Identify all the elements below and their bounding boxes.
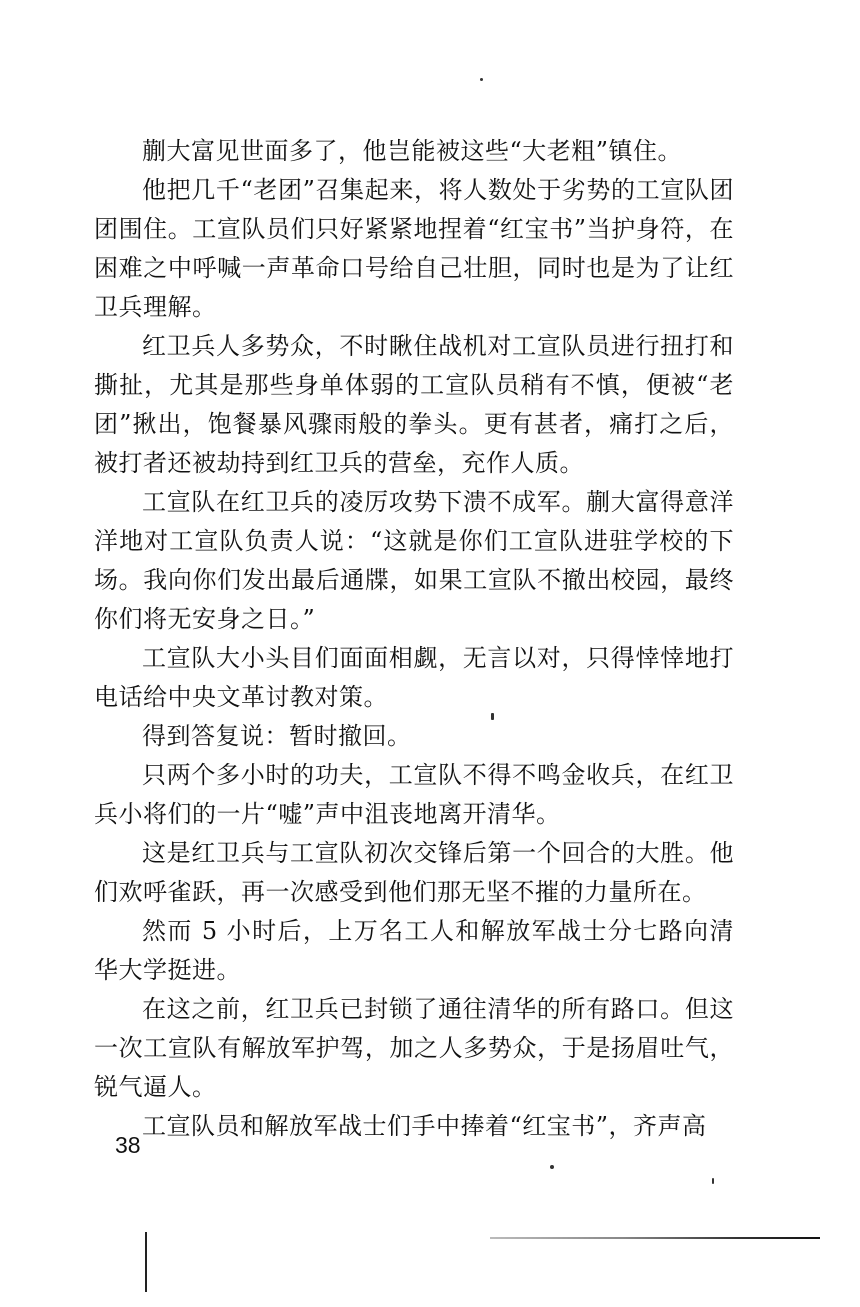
- paragraph: 工宣队大小头目们面面相觑，无言以对，只得悻悻地打电话给中央文革讨教对策。: [94, 644, 734, 711]
- paragraph: 工宣队在红卫兵的凌厉攻势下溃不成军。蒯大富得意洋洋地对工宣队负责人说：“这就是你们工宣队进驻学校的下场。我向你们发出最后通牒，如果工宣队不撤出校园，最终你们将无安身之日。”: [94, 488, 734, 633]
- paragraph: 这是红卫兵与工宣队初次交锋后第一个回合的大胜。他们欢呼雀跃，再一次感受到他们那无坚不摧的力量所在。: [94, 839, 734, 906]
- paragraph: 红卫兵人多势众，不时瞅住战机对工宣队员进行扭打和撕扯，尤其是那些身单体弱的工宣队员稍有不慎，便被“老团”揪出，饱餐暴风骤雨般的拳头。更有甚者，痛打之后，被打者还被劫持到红卫兵的营垒，充作人质。: [94, 332, 734, 477]
- scan-speck: [550, 1165, 554, 1169]
- body-text: [94, 132, 734, 1146]
- paragraph: 在这之前，红卫兵已封锁了通往清华的所有路口。但这一次工宣队有解放军护驾，加之人多势众，于是扬眉吐气，锐气逼人。: [94, 995, 734, 1101]
- scan-edge-line: [145, 1232, 147, 1292]
- paragraph: 只两个多小时的功夫，工宣队不得不鸣金收兵，在红卫兵小将们的一片“嘘”声中沮丧地离开清华。: [94, 761, 734, 828]
- scan-speck: [491, 713, 494, 720]
- paragraph: 他把几千“老团”召集起来，将人数处于劣势的工宣队团团围住。工宣队员们只好紧紧地捏着“红宝书”当护身符，在困难之中呼喊一声革命口号给自己壮胆，同时也是为了让红卫兵理解。: [94, 176, 734, 321]
- scan-speck: [480, 78, 483, 81]
- paragraph: 工宣队员和解放军战士们手中捧着“红宝书”，齐声高: [142, 1112, 707, 1140]
- page-number: 38: [115, 1132, 141, 1158]
- scan-speck: [712, 1178, 714, 1184]
- paragraph: 蒯大富见世面多了，他岂能被这些“大老粗”镇住。: [142, 137, 683, 165]
- scan-bottom-line: [490, 1237, 820, 1239]
- paragraph: 得到答复说：暂时撤回。: [142, 722, 412, 750]
- paragraph: 然而 5 小时后，上万名工人和解放军战士分七路向清华大学挺进。: [94, 917, 734, 984]
